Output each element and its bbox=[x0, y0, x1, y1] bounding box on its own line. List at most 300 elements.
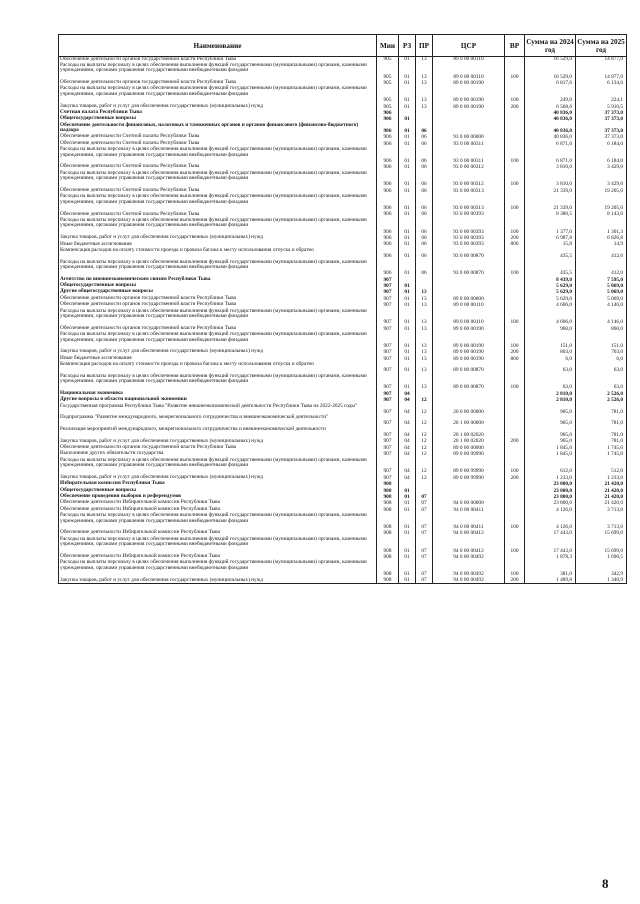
cell-rz: 01 bbox=[399, 332, 416, 349]
cell-vr bbox=[505, 415, 525, 427]
cell-pr: 07 bbox=[416, 578, 433, 584]
cell-sum-2024: 1 845,0 bbox=[525, 445, 576, 451]
cell-csr: 89 0 00 00000 bbox=[433, 296, 505, 302]
cell-csr: 93 0 00 00312 bbox=[433, 164, 505, 170]
cell-sum-2025: 37 373,0 bbox=[576, 116, 627, 122]
cell-min: 906 bbox=[377, 235, 399, 241]
cell-min: 908 bbox=[377, 560, 399, 577]
table-row bbox=[59, 86, 627, 103]
cell-csr: 89 0 00 99990 bbox=[433, 458, 505, 475]
table-row bbox=[59, 218, 627, 235]
cell-name: Закупка товаров, работ и услуг для обеспечения государственных (муниципальных) нужд bbox=[59, 349, 377, 355]
cell-name: Закупка товаров, работ и услуг для обеспечения государственных (муниципальных) нужд bbox=[59, 439, 377, 445]
page-number: 8 bbox=[602, 876, 609, 891]
cell-min: 908 bbox=[377, 537, 399, 554]
cell-csr: 93 0 00 00311 bbox=[433, 147, 505, 164]
cell-sum-2025: 224,1 bbox=[576, 86, 627, 103]
cell-name: Закупка товаров, работ и услуг для обеспечения государственных (муниципальных) нужд bbox=[59, 104, 377, 110]
cell-rz: 04 bbox=[399, 445, 416, 451]
cell-name: Обеспечение деятельности Избирательной комиссии Республики Тыва bbox=[59, 554, 377, 560]
header-min: Мин bbox=[377, 35, 399, 57]
cell-pr: 07 bbox=[416, 494, 433, 500]
cell-min: 906 bbox=[377, 141, 399, 147]
cell-sum-2024: 21 339,0 bbox=[525, 188, 576, 194]
cell-vr bbox=[505, 248, 525, 260]
cell-sum-2025: 5 069,0 bbox=[576, 296, 627, 302]
cell-name: Расходы на выплаты персоналу в целях обеспечения выполнения функций государственными (муниципальными) органами, казенными учреждениями, органами управления государственными внебюджетными фондами bbox=[59, 194, 377, 211]
cell-min: 907 bbox=[377, 404, 399, 416]
cell-sum-2025: 5 910,5 bbox=[576, 104, 627, 110]
cell-min: 908 bbox=[377, 507, 399, 513]
cell-csr: 89 0 00 00190 bbox=[433, 80, 505, 86]
cell-pr: 13 bbox=[416, 57, 433, 63]
cell-rz: 01 bbox=[399, 283, 416, 289]
cell-sum-2024: 960,0 bbox=[525, 326, 576, 332]
cell-rz: 04 bbox=[399, 451, 416, 457]
cell-sum-2024: 23 800,0 bbox=[525, 481, 576, 487]
cell-sum-2024: 151,0 bbox=[525, 332, 576, 349]
cell-csr: 89 0 00 00190 bbox=[433, 104, 505, 110]
cell-sum-2025: 14,9 bbox=[576, 242, 627, 248]
cell-pr: 06 bbox=[416, 171, 433, 188]
cell-vr: 100 bbox=[505, 194, 525, 211]
cell-min: 905 bbox=[377, 86, 399, 103]
cell-vr: 200 bbox=[505, 439, 525, 445]
cell-min: 907 bbox=[377, 296, 399, 302]
cell-vr: 100 bbox=[505, 332, 525, 349]
cell-sum-2024: 63,0 bbox=[525, 374, 576, 391]
cell-vr: 100 bbox=[505, 260, 525, 277]
cell-pr: 07 bbox=[416, 513, 433, 530]
cell-sum-2024: 1 845,0 bbox=[525, 451, 576, 457]
cell-rz: 01 bbox=[399, 63, 416, 80]
cell-sum-2024: 1 377,0 bbox=[525, 218, 576, 235]
cell-name: Расходы на выплаты персоналу в целях обеспечения выполнения функций государственными (муниципальными) органами, казенными учреждениями, органами управления государственными внебюджетными фондами bbox=[59, 513, 377, 530]
cell-csr: 93 0 00 00313 bbox=[433, 188, 505, 194]
header-vr: ВР bbox=[505, 35, 525, 57]
cell-name: Обеспечение деятельности Счетной палаты Республики Тыва bbox=[59, 164, 377, 170]
cell-sum-2025: 1 340,9 bbox=[576, 578, 627, 584]
cell-sum-2025: 15 699,0 bbox=[576, 537, 627, 554]
cell-name: Обеспечение деятельности Счетной палаты Республики Тыва bbox=[59, 141, 377, 147]
cell-min: 907 bbox=[377, 283, 399, 289]
cell-csr: 20 0 00 00000 bbox=[433, 404, 505, 416]
table-row bbox=[59, 537, 627, 554]
cell-pr: 06 bbox=[416, 164, 433, 170]
cell-name: Иные бюджетные ассигнования bbox=[59, 242, 377, 248]
cell-min: 905 bbox=[377, 104, 399, 110]
cell-vr: 100 bbox=[505, 458, 525, 475]
cell-vr: 100 bbox=[505, 309, 525, 326]
cell-vr: 100 bbox=[505, 374, 525, 391]
cell-vr: 100 bbox=[505, 560, 525, 577]
cell-vr: 200 bbox=[505, 349, 525, 355]
cell-sum-2025: 6 184,0 bbox=[576, 147, 627, 164]
cell-pr: 13 bbox=[416, 289, 433, 295]
cell-csr: 94 0 00 00412 bbox=[433, 530, 505, 536]
cell-min: 906 bbox=[377, 147, 399, 164]
cell-csr: 94 0 00 00000 bbox=[433, 500, 505, 506]
cell-sum-2025: 1 301,3 bbox=[576, 218, 627, 235]
table-row bbox=[59, 374, 627, 391]
cell-min: 907 bbox=[377, 427, 399, 439]
cell-name: Обеспечение деятельности финансовых, налоговых и таможенных органов и органов финансового (финансово-бюджетного) надзора bbox=[59, 123, 377, 135]
cell-name: Другие вопросы в области национальной экономики bbox=[59, 397, 377, 403]
cell-sum-2024: 2 810,0 bbox=[525, 397, 576, 403]
cell-name: Государственная программа Республики Тыва "Развитие внешнеэкономической деятельности Республики Тыва на 2022-2025 годы" bbox=[59, 404, 377, 416]
cell-name: Счетная палата Республики Тыва bbox=[59, 110, 377, 116]
cell-min: 907 bbox=[377, 451, 399, 457]
cell-pr: 12 bbox=[416, 451, 433, 457]
cell-csr: 94 0 00 00492 bbox=[433, 578, 505, 584]
cell-rz: 01 bbox=[399, 218, 416, 235]
cell-sum-2025: 703,0 bbox=[576, 349, 627, 355]
cell-rz: 01 bbox=[399, 554, 416, 560]
cell-rz: 01 bbox=[399, 171, 416, 188]
cell-sum-2024: 3 810,0 bbox=[525, 171, 576, 188]
cell-csr: 93 0 00 00313 bbox=[433, 194, 505, 211]
budget-table bbox=[58, 34, 627, 584]
cell-sum-2025: 21 420,0 bbox=[576, 500, 627, 506]
cell-vr: 200 bbox=[505, 235, 525, 241]
cell-sum-2024: 965,0 bbox=[525, 404, 576, 416]
cell-sum-2025: 19 205,0 bbox=[576, 188, 627, 194]
header-rz: РЗ bbox=[399, 35, 416, 57]
cell-rz: 01 bbox=[399, 123, 416, 135]
cell-vr: 100 bbox=[505, 171, 525, 188]
cell-min: 908 bbox=[377, 488, 399, 494]
cell-csr: 93 0 00 00393 bbox=[433, 218, 505, 235]
cell-min: 907 bbox=[377, 277, 399, 283]
cell-rz: 01 bbox=[399, 488, 416, 494]
cell-sum-2025: 14 877,0 bbox=[576, 63, 627, 80]
cell-pr: 12 bbox=[416, 397, 433, 403]
cell-sum-2024: 5 629,0 bbox=[525, 296, 576, 302]
cell-pr: 12 bbox=[416, 404, 433, 416]
cell-sum-2024: 965,0 bbox=[525, 427, 576, 439]
cell-pr: 06 bbox=[416, 141, 433, 147]
cell-min: 907 bbox=[377, 349, 399, 355]
cell-min: 907 bbox=[377, 362, 399, 374]
cell-min: 906 bbox=[377, 212, 399, 218]
cell-min: 905 bbox=[377, 63, 399, 80]
cell-name: Обеспечение проведения выборов и референдумов bbox=[59, 494, 377, 500]
cell-sum-2025: 21 420,0 bbox=[576, 494, 627, 500]
table-row bbox=[59, 332, 627, 349]
cell-sum-2024: 965,0 bbox=[525, 415, 576, 427]
cell-name: Обеспечение деятельности Счетной палаты Республики Тыва bbox=[59, 188, 377, 194]
cell-sum-2025: 21 420,0 bbox=[576, 488, 627, 494]
cell-sum-2025: 7 595,0 bbox=[576, 277, 627, 283]
cell-pr: 06 bbox=[416, 260, 433, 277]
cell-pr: 13 bbox=[416, 362, 433, 374]
cell-rz: 01 bbox=[399, 296, 416, 302]
cell-rz: 04 bbox=[399, 439, 416, 445]
cell-sum-2025: 6 826,8 bbox=[576, 235, 627, 241]
cell-rz: 01 bbox=[399, 362, 416, 374]
cell-sum-2025: 4 146,0 bbox=[576, 302, 627, 308]
cell-sum-2024: 23 800,0 bbox=[525, 488, 576, 494]
cell-rz: 01 bbox=[399, 494, 416, 500]
cell-rz: 01 bbox=[399, 289, 416, 295]
cell-sum-2024: 8 439,0 bbox=[525, 277, 576, 283]
cell-rz: 01 bbox=[399, 57, 416, 63]
cell-pr: 13 bbox=[416, 309, 433, 326]
cell-csr: 89 0 00 00190 bbox=[433, 356, 505, 362]
cell-min: 908 bbox=[377, 578, 399, 584]
cell-name: Обеспечение деятельности органов государственной власти Республики Тыва bbox=[59, 302, 377, 308]
table-row bbox=[59, 194, 627, 211]
cell-rz: 01 bbox=[399, 560, 416, 577]
cell-sum-2025: 3 429,0 bbox=[576, 164, 627, 170]
cell-csr: 89 0 00 00190 bbox=[433, 326, 505, 332]
cell-name: Обеспечение деятельности Счетной палаты Республики Тыва bbox=[59, 212, 377, 218]
cell-rz: 01 bbox=[399, 326, 416, 332]
cell-sum-2024: 5 629,0 bbox=[525, 289, 576, 295]
cell-min: 908 bbox=[377, 500, 399, 506]
cell-pr: 13 bbox=[416, 80, 433, 86]
cell-sum-2025: 4 146,0 bbox=[576, 309, 627, 326]
cell-min: 907 bbox=[377, 475, 399, 481]
cell-csr: 93 0 00 00311 bbox=[433, 141, 505, 147]
cell-csr: 20 1 00 00000 bbox=[433, 415, 505, 427]
cell-sum-2025: 15 699,0 bbox=[576, 530, 627, 536]
cell-pr: 07 bbox=[416, 560, 433, 577]
cell-name: Расходы на выплаты персоналу в целях обеспечения выполнения функций государственными (муниципальными) органами, казенными учреждениями, органами управления государственными внебюджетными фондами bbox=[59, 218, 377, 235]
cell-vr: 100 bbox=[505, 63, 525, 80]
cell-sum-2025: 1 745,0 bbox=[576, 451, 627, 457]
cell-sum-2024: 4 126,0 bbox=[525, 513, 576, 530]
cell-sum-2025: 2 526,0 bbox=[576, 397, 627, 403]
cell-pr: 06 bbox=[416, 218, 433, 235]
cell-pr: 12 bbox=[416, 445, 433, 451]
cell-pr: 13 bbox=[416, 296, 433, 302]
cell-sum-2024: 6 871,0 bbox=[525, 147, 576, 164]
cell-name: Национальная экономика bbox=[59, 391, 377, 397]
cell-csr: 93 0 00 00870 bbox=[433, 248, 505, 260]
cell-name: Обеспечение деятельности органов государственной власти Республики Тыва bbox=[59, 445, 377, 451]
cell-csr: 20 1 00 02020 bbox=[433, 439, 505, 445]
cell-name: Обеспечение деятельности Избирательной комиссии Республики Тыва bbox=[59, 507, 377, 513]
cell-rz: 01 bbox=[399, 164, 416, 170]
cell-sum-2024: 249,0 bbox=[525, 86, 576, 103]
cell-sum-2025: 19 205,0 bbox=[576, 194, 627, 211]
header-sum-2024: Сумма на 2024 год bbox=[525, 35, 576, 57]
cell-sum-2024: 1 233,0 bbox=[525, 475, 576, 481]
cell-sum-2025: 412,0 bbox=[576, 260, 627, 277]
cell-csr: 93 0 00 00393 bbox=[433, 235, 505, 241]
cell-pr: 13 bbox=[416, 86, 433, 103]
cell-name: Агентство по внешнеэкономическим связям Республики Тыва bbox=[59, 277, 377, 283]
cell-pr: 06 bbox=[416, 123, 433, 135]
cell-sum-2025: 37 373,0 bbox=[576, 134, 627, 140]
cell-name: Подпрограмма "Развитие международного, межрегионального сотрудничества и внешнеэкономической деятельности" bbox=[59, 415, 377, 427]
cell-csr: 89 0 00 00870 bbox=[433, 374, 505, 391]
cell-name: Расходы на выплаты персоналу в целях обеспечения выполнения функций государственными (муниципальными) органами, казенными учреждениями, органами управления государственными внебюджетными фондами bbox=[59, 332, 377, 349]
cell-sum-2024: 16 529,0 bbox=[525, 57, 576, 63]
cell-csr: 93 0 00 00393 bbox=[433, 212, 505, 218]
cell-csr bbox=[433, 123, 505, 135]
cell-name: Избирательная комиссия Республики Тыва bbox=[59, 481, 377, 487]
cell-min: 907 bbox=[377, 439, 399, 445]
cell-sum-2024: 15,8 bbox=[525, 242, 576, 248]
cell-vr: 200 bbox=[505, 578, 525, 584]
cell-min: 906 bbox=[377, 134, 399, 140]
cell-sum-2024: 40 836,0 bbox=[525, 134, 576, 140]
cell-pr: 12 bbox=[416, 427, 433, 439]
cell-sum-2025: 781,0 bbox=[576, 404, 627, 416]
table-row bbox=[59, 171, 627, 188]
cell-csr: 89 0 00 00110 bbox=[433, 63, 505, 80]
cell-rz: 04 bbox=[399, 427, 416, 439]
cell-pr: 06 bbox=[416, 194, 433, 211]
cell-pr: 12 bbox=[416, 439, 433, 445]
cell-name: Закупка товаров, работ и услуг для обеспечения государственных (муниципальных) нужд bbox=[59, 235, 377, 241]
cell-pr: 07 bbox=[416, 507, 433, 513]
cell-csr: 89 0 00 00000 bbox=[433, 445, 505, 451]
cell-sum-2024: 6 568,6 bbox=[525, 104, 576, 110]
cell-rz: 01 bbox=[399, 141, 416, 147]
cell-rz: 01 bbox=[399, 248, 416, 260]
table-row bbox=[59, 248, 627, 260]
cell-name: Расходы на выплаты персоналу в целях обеспечения выполнения функций государственными (муниципальными) органами, казенными учреждениями, органами управления государственными внебюджетными фондами bbox=[59, 537, 377, 554]
cell-min: 907 bbox=[377, 332, 399, 349]
cell-min: 905 bbox=[377, 80, 399, 86]
header-pr: ПР bbox=[416, 35, 433, 57]
cell-pr: 06 bbox=[416, 242, 433, 248]
cell-min: 906 bbox=[377, 248, 399, 260]
cell-sum-2025: 342,9 bbox=[576, 560, 627, 577]
cell-sum-2025: 3 429,0 bbox=[576, 171, 627, 188]
cell-sum-2025: 1 690,5 bbox=[576, 554, 627, 560]
cell-sum-2024: 803,0 bbox=[525, 349, 576, 355]
cell-sum-2025: 1 745,0 bbox=[576, 445, 627, 451]
cell-min: 906 bbox=[377, 164, 399, 170]
cell-min: 908 bbox=[377, 530, 399, 536]
cell-min: 907 bbox=[377, 289, 399, 295]
cell-vr bbox=[505, 427, 525, 439]
cell-rz: 01 bbox=[399, 260, 416, 277]
header-name: Наименование bbox=[59, 35, 377, 57]
table-row bbox=[59, 560, 627, 577]
table-row bbox=[59, 63, 627, 80]
cell-sum-2025: 37 373,0 bbox=[576, 110, 627, 116]
cell-rz: 01 bbox=[399, 349, 416, 355]
cell-rz: 01 bbox=[399, 86, 416, 103]
cell-rz: 04 bbox=[399, 404, 416, 416]
cell-name: Расходы на выплаты персоналу в целях обеспечения выполнения функций государственными (муниципальными) органами, казенными учреждениями, органами управления государственными внебюджетными фондами bbox=[59, 63, 377, 80]
header-csr: ЦСР bbox=[433, 35, 505, 57]
cell-pr: 07 bbox=[416, 530, 433, 536]
cell-pr: 12 bbox=[416, 475, 433, 481]
cell-pr: 12 bbox=[416, 458, 433, 475]
cell-sum-2024: 8 380,5 bbox=[525, 212, 576, 218]
cell-pr: 13 bbox=[416, 104, 433, 110]
cell-sum-2024: 17 443,0 bbox=[525, 530, 576, 536]
cell-rz: 01 bbox=[399, 147, 416, 164]
cell-pr: 13 bbox=[416, 302, 433, 308]
cell-rz: 01 bbox=[399, 188, 416, 194]
cell-sum-2024: 6 871,0 bbox=[525, 141, 576, 147]
cell-sum-2025: 512,0 bbox=[576, 458, 627, 475]
cell-vr bbox=[505, 123, 525, 135]
cell-vr bbox=[505, 404, 525, 416]
cell-name: Расходы на выплаты персоналу в целях обеспечения выполнения функций государственными (муниципальными) органами, казенными учреждениями, органами управления государственными внебюджетными фондами bbox=[59, 260, 377, 277]
cell-rz: 01 bbox=[399, 500, 416, 506]
cell-csr: 89 0 00 99990 bbox=[433, 475, 505, 481]
cell-name: Расходы на выплаты персоналу в целях обеспечения выполнения функций государственными (муниципальными) органами, казенными учреждениями, органами управления государственными внебюджетными фондами bbox=[59, 86, 377, 103]
cell-rz: 01 bbox=[399, 537, 416, 554]
cell-rz: 01 bbox=[399, 356, 416, 362]
cell-sum-2024: 3 810,0 bbox=[525, 164, 576, 170]
cell-name: Обеспечение деятельности органов государственной власти Республики Тыва bbox=[59, 80, 377, 86]
cell-sum-2024: 40 836,0 bbox=[525, 110, 576, 116]
table-row bbox=[59, 260, 627, 277]
cell-sum-2024: 6 987,8 bbox=[525, 235, 576, 241]
cell-rz: 01 bbox=[399, 212, 416, 218]
cell-name: Выполнение других обязательств государства bbox=[59, 451, 377, 457]
cell-sum-2024: 23 800,0 bbox=[525, 494, 576, 500]
cell-csr: 20 1 00 02020 bbox=[433, 427, 505, 439]
cell-csr: 89 0 00 00110 bbox=[433, 309, 505, 326]
cell-rz: 01 bbox=[399, 242, 416, 248]
cell-sum-2024: 4 606,0 bbox=[525, 302, 576, 308]
cell-rz: 01 bbox=[399, 578, 416, 584]
cell-name: Компенсация расходов на оплату стоимости проезда и провоза багажа к месту использования отпуска и обратно bbox=[59, 362, 377, 374]
cell-sum-2024: 1 489,8 bbox=[525, 578, 576, 584]
cell-sum-2025: 14 877,0 bbox=[576, 57, 627, 63]
cell-csr: 89 0 00 00110 bbox=[433, 302, 505, 308]
cell-min: 907 bbox=[377, 445, 399, 451]
cell-csr: 94 0 00 00492 bbox=[433, 560, 505, 577]
cell-min: 907 bbox=[377, 458, 399, 475]
table-row bbox=[59, 458, 627, 475]
cell-vr: 200 bbox=[505, 475, 525, 481]
cell-sum-2025: 8 143,0 bbox=[576, 212, 627, 218]
cell-csr: 93 0 00 00000 bbox=[433, 134, 505, 140]
cell-csr: 93 0 00 00870 bbox=[433, 260, 505, 277]
cell-min: 906 bbox=[377, 110, 399, 116]
cell-pr: 06 bbox=[416, 188, 433, 194]
cell-sum-2024: 16 529,0 bbox=[525, 63, 576, 80]
cell-name: Обеспечение деятельности Избирательной комиссии Республики Тыва bbox=[59, 500, 377, 506]
cell-sum-2024: 2 810,0 bbox=[525, 391, 576, 397]
cell-sum-2025: 21 420,0 bbox=[576, 481, 627, 487]
cell-rz: 01 bbox=[399, 80, 416, 86]
cell-min: 906 bbox=[377, 123, 399, 135]
cell-min: 906 bbox=[377, 171, 399, 188]
table-row bbox=[59, 513, 627, 530]
cell-name: Общегосударственные вопросы bbox=[59, 488, 377, 494]
cell-min: 908 bbox=[377, 513, 399, 530]
cell-min: 908 bbox=[377, 481, 399, 487]
cell-sum-2024: 1 878,3 bbox=[525, 554, 576, 560]
cell-min: 907 bbox=[377, 391, 399, 397]
cell-min: 906 bbox=[377, 116, 399, 122]
cell-sum-2025: 781,0 bbox=[576, 439, 627, 445]
cell-name: Компенсация расходов на оплату стоимости проезда и провоза багажа к месту использования отпуска и обратно bbox=[59, 248, 377, 260]
cell-name: Расходы на выплаты персоналу в целях обеспечения выполнения функций государственными (муниципальными) органами, казенными учреждениями, органами управления государственными внебюджетными фондами bbox=[59, 374, 377, 391]
cell-csr: 89 0 00 00190 bbox=[433, 332, 505, 349]
cell-vr: 100 bbox=[505, 513, 525, 530]
cell-min: 906 bbox=[377, 188, 399, 194]
cell-pr: 13 bbox=[416, 356, 433, 362]
cell-name: Обеспечение деятельности органов государственной власти Республики Тыва bbox=[59, 326, 377, 332]
cell-sum-2024: 63,0 bbox=[525, 362, 576, 374]
cell-rz: 04 bbox=[399, 415, 416, 427]
cell-rz: 04 bbox=[399, 391, 416, 397]
cell-rz: 01 bbox=[399, 374, 416, 391]
